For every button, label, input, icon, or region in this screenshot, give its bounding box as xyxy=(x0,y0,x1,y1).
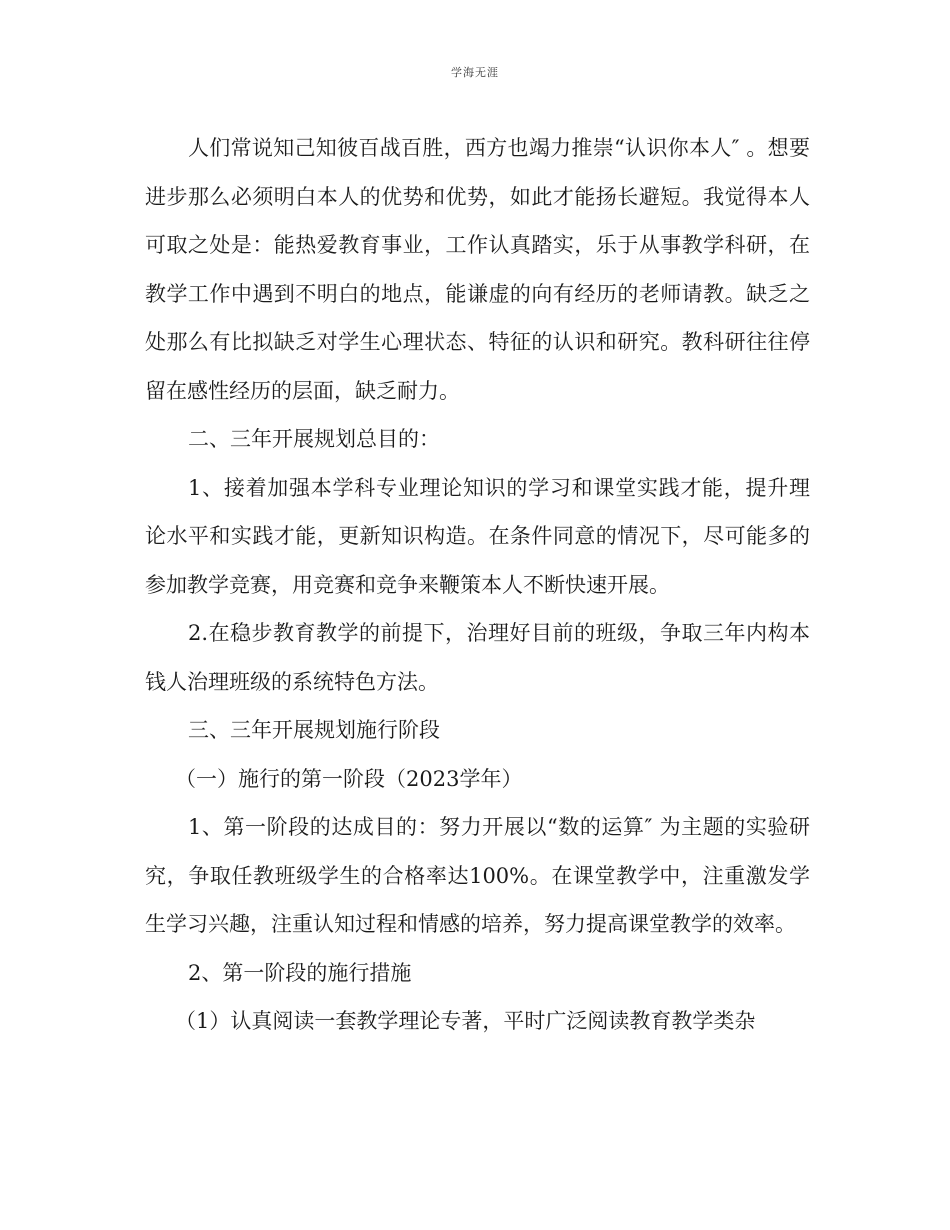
document-body xyxy=(145,124,810,1046)
paragraph-goal-2: 2.在稳步教育教学的前提下，治理好目前的班级，争取三年内构本钱人治理班级的系统特色方法。 xyxy=(145,621,810,694)
heading-stage-one-measures: 2、第一阶段的施行措施 xyxy=(188,960,412,985)
heading-stage-one: （一）施行的第一阶段（2023学年） xyxy=(175,766,523,791)
paragraph-measure-1: （1）认真阅读一套教学理论专著，平时广泛阅读教育教学类杂 xyxy=(175,1009,756,1033)
heading-implementation-stages: 三、三年开展规划施行阶段 xyxy=(188,718,440,742)
paragraph-goal-1: 1、接着加强本学科专业理论知识的学习和课堂实践才能，提升理论水平和实践才能，更新知识构造。在条件同意的情况下，尽可能多的参加教学竞赛，用竞赛和竞争来鞭策本人不断快速开展。 xyxy=(145,475,810,597)
page-header: 学海无涯 xyxy=(451,66,499,79)
paragraph-stage-one-goals: 1、第一阶段的达成目的：努力开展以“数的运算″ 为主题的实验研究，争取任教班级学生的合格率达100%。在课堂教学中，注重激发学生学习兴趣，注重认知过程和情感的培养，努力提高课堂教学的效率。 xyxy=(145,815,810,936)
heading-overall-goals: 二、三年开展规划总目的： xyxy=(188,427,440,451)
paragraph-self-assessment: 人们常说知己知彼百战百胜，西方也竭力推崇“认识你本人″ 。想要进步那么必须明白本人的优势和优势，如此才能扬长避短。我觉得本人可取之处是：能热爱教育事业，工作认真踏实，乐于从事教学科研，在教学工作中遇到不明白的地点，能谦虚的向有经历的老师请教。缺乏之处那么有比拟缺乏对学生心理状态、特征的认识和研究。教科研往往停留在感性经历的层面，缺乏耐力。 xyxy=(145,136,810,403)
